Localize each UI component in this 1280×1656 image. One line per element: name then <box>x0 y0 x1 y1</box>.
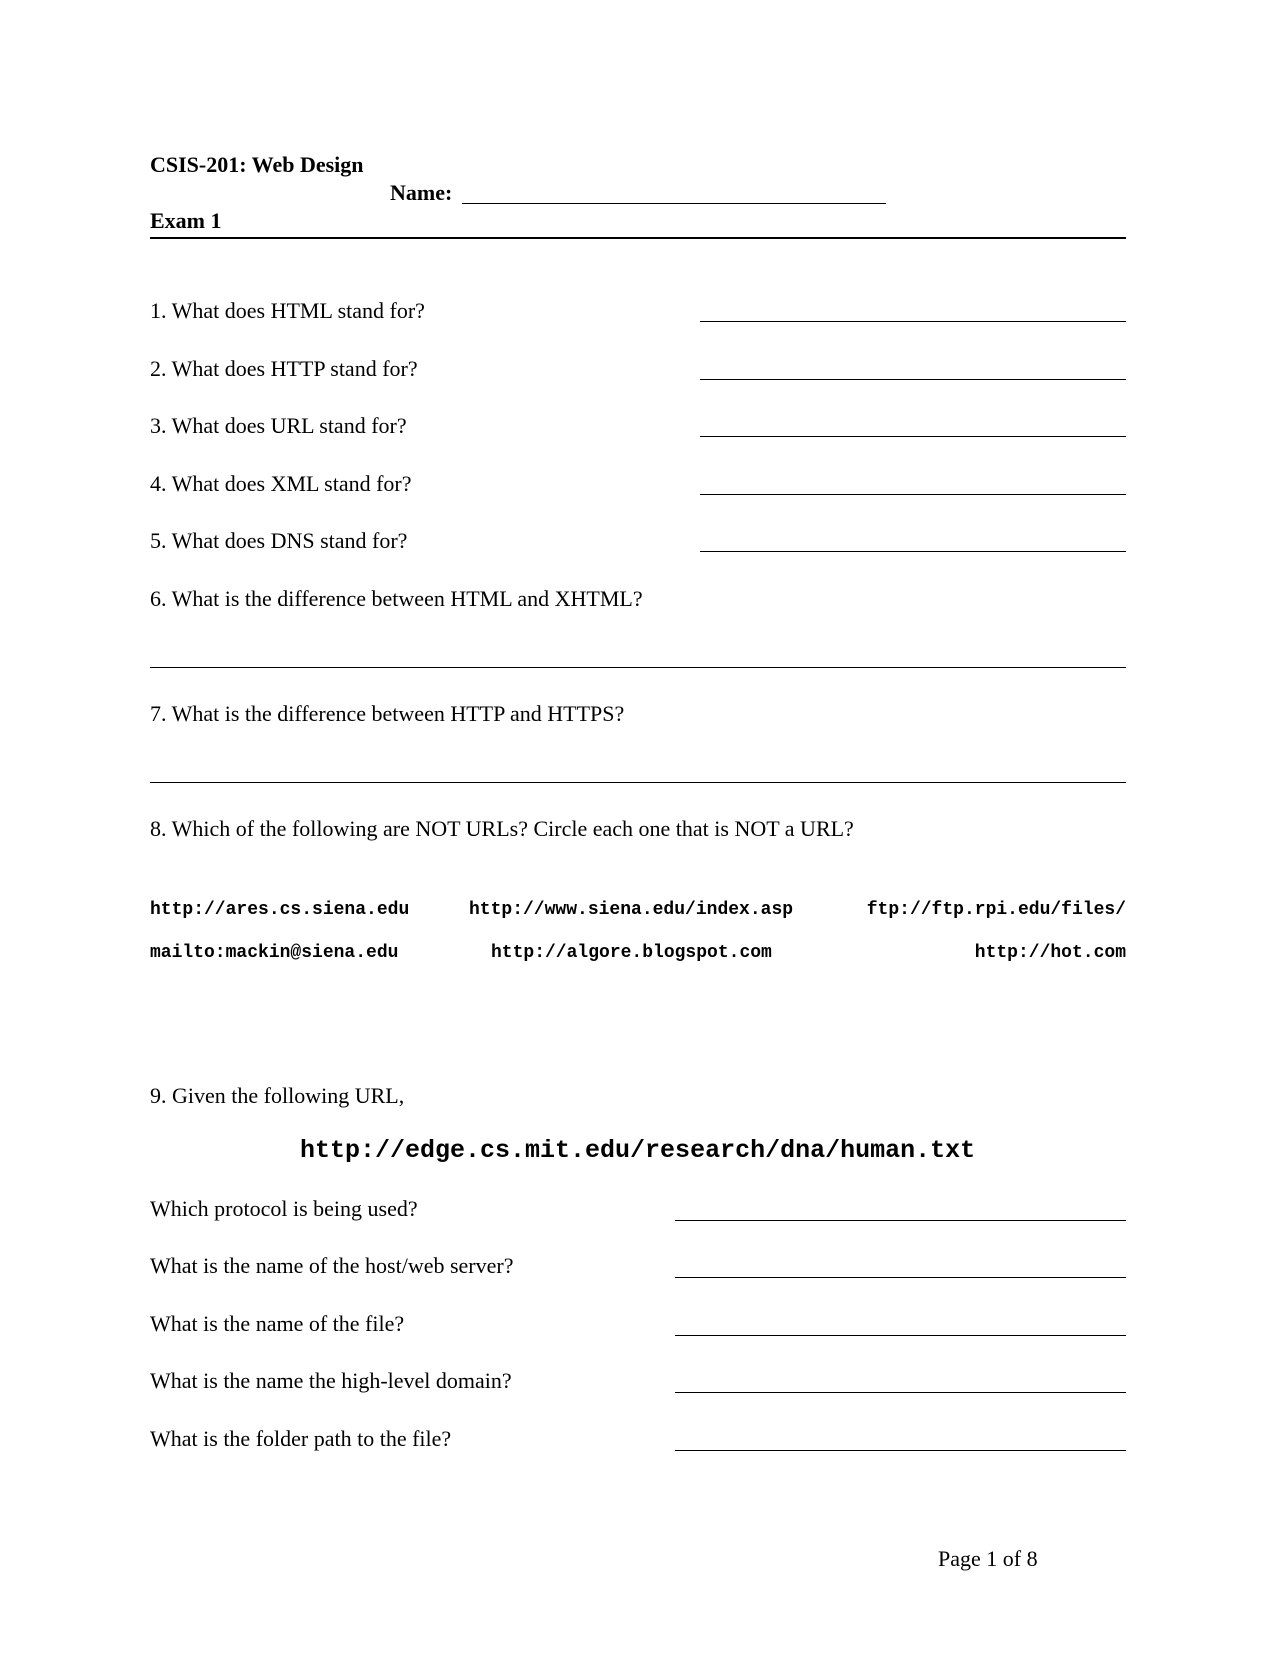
answer-blank-host[interactable] <box>675 1277 1126 1278</box>
answer-blank-2[interactable] <box>700 379 1126 380</box>
question-1: 1. What does HTML stand for? <box>150 298 425 323</box>
question-4: 4. What does XML stand for? <box>150 471 412 496</box>
answer-blank-domain[interactable] <box>675 1392 1126 1393</box>
answer-blank-5[interactable] <box>700 551 1126 552</box>
question-2: 2. What does HTTP stand for? <box>150 356 418 381</box>
question-9: 9. Given the following URL, <box>150 1083 405 1108</box>
url-option[interactable]: http://ares.cs.siena.edu <box>150 900 410 920</box>
question-5: 5. What does DNS stand for? <box>150 528 408 553</box>
answer-blank-path[interactable] <box>675 1450 1126 1451</box>
url-option[interactable]: mailto:mackin@siena.edu <box>150 943 399 963</box>
question-6: 6. What is the difference between HTML and XHTML? <box>150 586 643 611</box>
url-option[interactable]: http://www.siena.edu/index.asp <box>469 900 794 920</box>
url-option[interactable]: ftp://ftp.rpi.edu/files/ <box>866 900 1126 920</box>
sub-question-file: What is the name of the file? <box>150 1311 405 1336</box>
sub-question-protocol: Which protocol is being used? <box>150 1196 418 1221</box>
name-label: Name: <box>390 180 453 205</box>
course-title: CSIS-201: Web Design <box>150 152 364 177</box>
url-option[interactable]: http://algore.blogspot.com <box>491 943 772 963</box>
answer-blank-3[interactable] <box>700 436 1126 437</box>
name-field[interactable] <box>462 203 886 204</box>
sub-question-domain: What is the name the high-level domain? <box>150 1368 512 1393</box>
answer-blank-6[interactable] <box>150 667 1126 668</box>
question-7: 7. What is the difference between HTTP and HTTPS? <box>150 701 625 726</box>
answer-blank-7[interactable] <box>150 782 1126 783</box>
answer-blank-4[interactable] <box>700 494 1126 495</box>
page-number: Page 1 of 8 <box>938 1546 1038 1571</box>
question-8: 8. Which of the following are NOT URLs? Circle each one that is NOT a URL? <box>150 816 854 841</box>
answer-blank-1[interactable] <box>700 321 1126 322</box>
answer-blank-file[interactable] <box>675 1335 1126 1336</box>
url-option[interactable]: http://hot.com <box>974 943 1126 963</box>
exam-title: Exam 1 <box>150 208 222 233</box>
sub-question-path: What is the folder path to the file? <box>150 1426 452 1451</box>
question-3: 3. What does URL stand for? <box>150 413 407 438</box>
answer-blank-protocol[interactable] <box>675 1220 1126 1221</box>
header-rule <box>150 237 1126 239</box>
sub-question-host: What is the name of the host/web server? <box>150 1253 514 1278</box>
given-url: http://edge.cs.mit.edu/research/dna/human.txt <box>300 1136 976 1165</box>
